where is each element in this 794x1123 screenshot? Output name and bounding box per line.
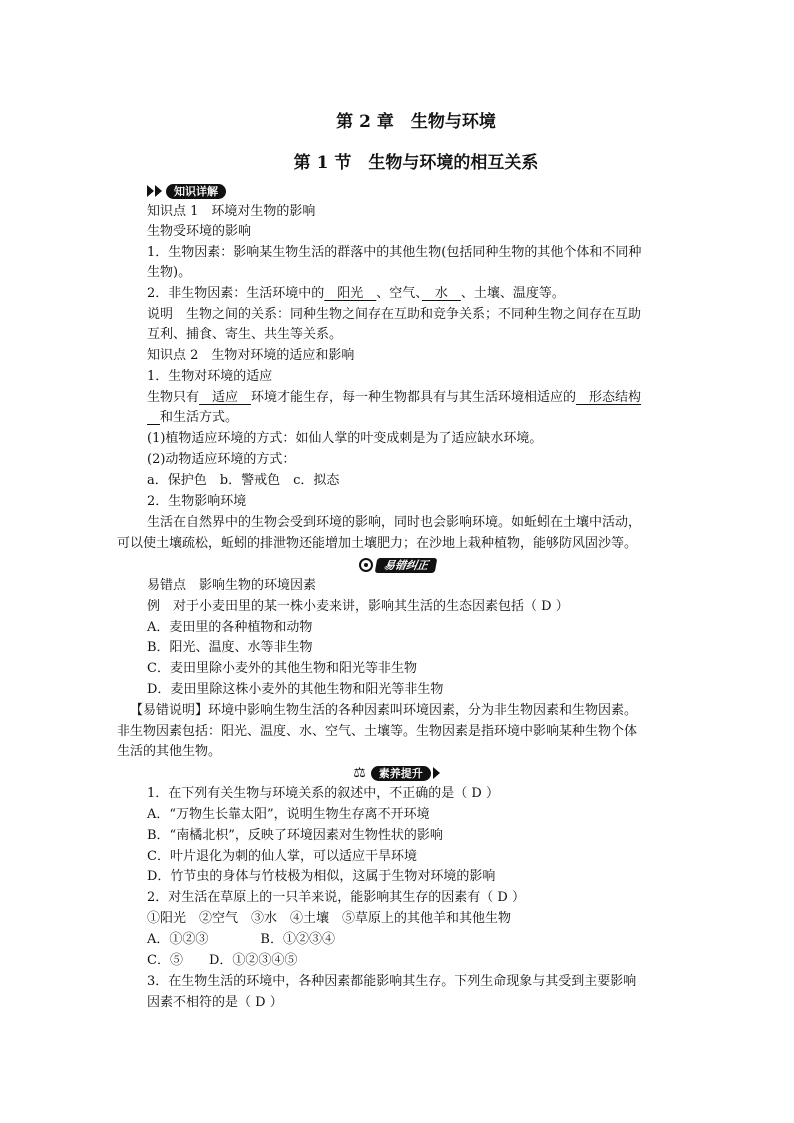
question-1: 1．在下列有关生物与环境关系的叙述中，不正确的是（ D ） bbox=[147, 786, 499, 801]
question-3-line2: 因素不相符的是（ D ） bbox=[147, 995, 283, 1010]
fill-answer: 适应 bbox=[199, 390, 252, 405]
q1-option-b: B．“南橘北枳”，反映了环境因素对生物性状的影响 bbox=[147, 828, 443, 843]
chapter-title: 第 2 章 生物与环境 bbox=[336, 112, 496, 132]
fill-answer: 阳光 bbox=[324, 286, 377, 301]
fill-answer bbox=[147, 410, 160, 425]
knowledge-badge bbox=[147, 183, 226, 199]
kp2-subtitle: 1．生物对环境的适应 bbox=[147, 369, 273, 384]
example-option-d: D．麦田里除这株小麦外的其他生物和阳光等非生物 bbox=[147, 682, 444, 697]
influence-title: 2．生物影响环境 bbox=[147, 494, 247, 509]
error-point: 易错点 影响生物的环境因素 bbox=[147, 578, 317, 593]
text-segment: 和生活方式。 bbox=[160, 410, 239, 425]
note-line2: 互利、捕食、寄生、共生等关系。 bbox=[147, 327, 343, 342]
arrow-icon bbox=[155, 185, 162, 197]
example-option-a: A．麦田里的各种植物和动物 bbox=[147, 620, 313, 635]
badge-label: 素养提升 bbox=[371, 766, 431, 781]
section-title: 第 1 节 生物与环境的相互关系 bbox=[293, 153, 539, 173]
q2-options-ab: A．①②③ B．①②③④ bbox=[147, 932, 335, 947]
animal-options: a．保护色 b．警戒色 c．拟态 bbox=[147, 473, 340, 488]
kp1-subtitle: 生物受环境的影响 bbox=[147, 224, 252, 239]
scroll-icon bbox=[359, 558, 373, 572]
influence-line1: 生活在自然界中的生物会受到环境的影响，同时也会影响环境。如蚯蚓在土壤中活动， bbox=[147, 515, 642, 530]
plant-adapt: (1)植物适应环境的方式：如仙人掌的叶变成刺是为了适应缺水环境。 bbox=[147, 431, 543, 446]
text-segment: 环境才能生存，每一种生物都具有与其生活环境相适应的 bbox=[251, 390, 577, 405]
error-note-line3: 生活的其他生物。 bbox=[117, 744, 222, 759]
nonbio-factor-line bbox=[147, 286, 565, 302]
text-segment: 生物只有 bbox=[147, 390, 200, 405]
improve-badge bbox=[0, 765, 794, 781]
question-3-line1: 3．在生物生活的环境中，各种因素都能影响其生存。下列生命现象与其受到主要影响 bbox=[147, 974, 637, 989]
animal-adapt: (2)动物适应环境的方式： bbox=[147, 452, 296, 467]
arrow-icon bbox=[433, 767, 440, 779]
errors-badge bbox=[0, 557, 794, 573]
bio-factor-line1: 1．生物因素：影响某生物生活的群落中的其他生物(包括同种生物的其他个体和不同种 bbox=[147, 245, 642, 260]
text-segment: 、空气、 bbox=[376, 286, 422, 301]
badge-label: 易错纠正 bbox=[374, 558, 437, 573]
error-note-line1: 【易错说明】环境中影响生物生活的各种因素叫环境因素，分为非生物因素和生物因素。 bbox=[130, 703, 638, 718]
q1-option-a: A．“万物生长靠太阳”，说明生物生存离不开环境 bbox=[147, 807, 430, 822]
fill-answer: 水 bbox=[421, 286, 461, 301]
adapt-line2 bbox=[147, 410, 238, 426]
balance-icon: ⚖ bbox=[353, 765, 366, 781]
q1-option-c: C．叶片退化为刺的仙人掌，可以适应干旱环境 bbox=[147, 849, 417, 864]
adapt-line1 bbox=[147, 390, 641, 406]
knowledge-point-1: 知识点 1 环境对生物的影响 bbox=[147, 204, 316, 219]
text-segment: 2．非生物因素：生活环境中的 bbox=[147, 286, 325, 301]
question-2: 2．对生活在草原上的一只羊来说，能影响其生存的因素有（ D ） bbox=[147, 890, 525, 905]
fill-answer: 形态结构 bbox=[576, 390, 642, 405]
example-option-b: B．阳光、温度、水等非生物 bbox=[147, 640, 313, 655]
influence-line2: 可以使土壤疏松，蚯蚓的排泄物还能增加土壤肥力；在沙地上栽种植物，能够防风固沙等。 bbox=[117, 536, 638, 551]
error-note-line2: 非生物因素包括：阳光、温度、水、空气、土壤等。生物因素是指环境中影响某种生物个体 bbox=[117, 724, 638, 739]
example-question: 例 对于小麦田里的某一株小麦来讲，影响其生活的生态因素包括（ D ） bbox=[147, 599, 569, 614]
badge-label: 知识详解 bbox=[166, 184, 226, 199]
text-segment: 、土壤、温度等。 bbox=[460, 286, 565, 301]
example-option-c: C．麦田里除小麦外的其他生物和阳光等非生物 bbox=[147, 661, 417, 676]
q1-option-d: D．竹节虫的身体与竹枝极为相似，这属于生物对环境的影响 bbox=[147, 869, 496, 884]
note-line1: 说明 生物之间的关系：同种生物之间存在互助和竞争关系；不同种生物之间存在互助 bbox=[147, 307, 642, 322]
arrow-icon bbox=[147, 185, 154, 197]
knowledge-point-2: 知识点 2 生物对环境的适应和影响 bbox=[147, 348, 355, 363]
q2-items: ①阳光 ②空气 ③水 ④土壤 ⑤草原上的其他羊和其他生物 bbox=[147, 911, 512, 926]
bio-factor-line2: 生物)。 bbox=[147, 265, 192, 280]
q2-options-cd: C．⑤ D．①②③④⑤ bbox=[147, 953, 298, 968]
